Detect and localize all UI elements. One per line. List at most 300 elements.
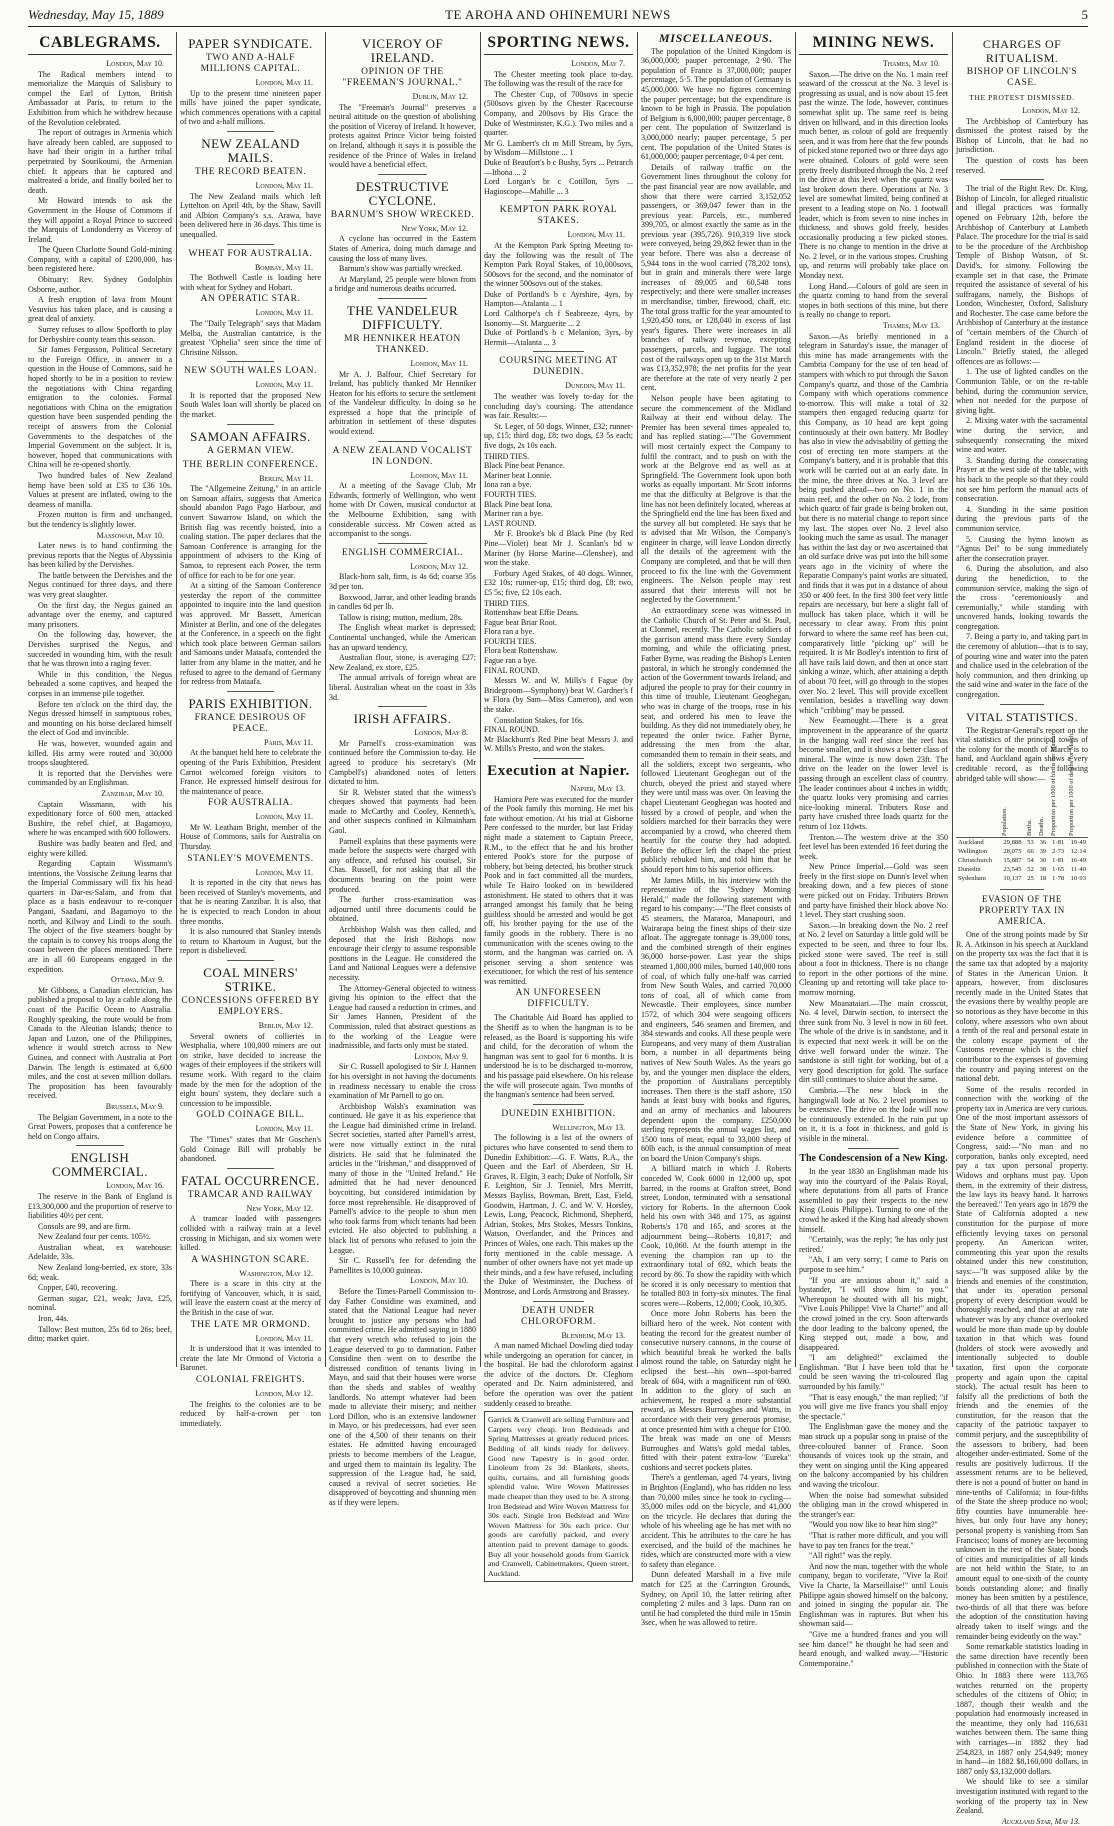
- article-paragraph: He was, however, wounded again and killed. His army were routed and 30,000 troops slaughtered.: [28, 738, 172, 768]
- table-cell: 16·49: [1070, 857, 1086, 865]
- article-body: [329, 234, 476, 294]
- article-paragraph: Later news is to hand confirming the previous reports that the Negus of Abyssinia has been killed by the Dervishes.: [28, 541, 172, 570]
- article-paragraph: The "Allgemeine Zeitung," in an article on Samoan affairs, suggests that America should abandon Pago Pago Harbour, and convert Suwarrow Island, on which the British flag was recently hoisted, into a coaling station. The paper declares that the Samoan Conference is arranging for the appointment of advisers to the King of Samoa, to represent each Power, the term of office for each to be for one year.: [180, 484, 321, 580]
- article-paragraph: On the following day, however, the Dervishes surprised the Negus, and succeeded in wounding him, with the result that he was thrown into a raging fever.: [28, 630, 172, 669]
- article-paragraph: Mr Parnell's cross-examination was continued before the Commission to-day. He agreed to produce his secretary's (Mr Campbell's) abandoned notes of letters dictated to him.: [329, 738, 476, 787]
- masthead: [28, 4, 1088, 27]
- article-paragraph: In the year 1830 an Englishman made his way into the courtyard of the Palais Royal, where deputations from all parts of France assembled to pay their respects to the new King (Louis Philippe). Turning to one of the crowd he asked if the King had already shown himself.: [799, 1167, 948, 1234]
- article-paragraph: Iron, 44s.: [38, 1314, 69, 1324]
- subheadline: DUNEDIN EXHIBITION.: [501, 1108, 616, 1119]
- table-cell: 23,545: [1003, 866, 1022, 874]
- article-paragraph: The "Freeman's Journal" preserves a neutral attitude on the question of abolishing the position of Viceroy of Ireland. It however, protests against Prince Victor being foisted on Ireland, although it says it is possible the residence of the Prince of Wales in Ireland would have a beneficial effect.: [329, 102, 476, 170]
- article-paragraph: On the first day, the Negus gained an advantage over the enemy, and captured many prisoners.: [28, 600, 172, 629]
- column-sporting: [484, 32, 633, 1578]
- article-paragraph: The report of outrages in Armenia which have already been cabled, are supposed to have had their origin in a further tribal perpetrated by Sourikoumi, the Armenian chief. It appears that he captured and maltreated a bride, and finally boiled her to death.: [28, 128, 172, 195]
- race-result: Duke of Portland's b c Ayrshire, 4yrs, by Hampton—Atalanta ... 1 Lord Calthorpe's ch f Seabreeze, 4yrs, by Isonomy—St. Marguerite ... 2 Duke of Portland's b c Melanion, 3yrs, by Hermit—Atalanta ... 3: [484, 289, 633, 347]
- article-paragraph: The Queen Charlotte Sound Gold-mining Company, with a capital of £200,000, has been registered here.: [28, 245, 172, 274]
- table-row: [956, 874, 1088, 883]
- cablegram-body: [28, 800, 172, 975]
- column-seven: [956, 32, 1088, 1826]
- headline: PARIS EXHIBITION.: [188, 695, 313, 711]
- subheadline: AN UNFORESEEN DIFFICULTY.: [515, 988, 602, 1010]
- table-cell: 52: [1027, 866, 1034, 874]
- article-paragraph: Boxwood, Jarrar, and other leading brands in candles 6d per lb.: [329, 592, 476, 612]
- dateline: London, May 11.: [255, 1124, 313, 1134]
- article-body: [799, 1167, 948, 1668]
- headline: VITAL STATISTICS.: [966, 709, 1078, 724]
- separator: [1000, 179, 1045, 180]
- article-paragraph: "Ah, I am very sorry; I came to Paris on purpose to see him.": [799, 1255, 948, 1274]
- headline: CHARGES OF RITUALISM.: [982, 37, 1062, 65]
- article-paragraph: Black-horn salt, firm, is 4s 6d; coarse 35s 3d per ton.: [329, 572, 476, 591]
- dateline: New York, May 12.: [246, 1203, 313, 1213]
- dateline: Paris, May 11.: [263, 737, 313, 747]
- article-body: [956, 117, 1088, 176]
- dateline: London, May 11.: [567, 230, 625, 240]
- headline: FATAL OCCURRENCE.: [181, 1172, 320, 1188]
- subheadline: DEATH UNDER CHLOROFORM.: [521, 1305, 596, 1327]
- table-cell: 15,887: [1003, 857, 1022, 865]
- article-paragraph: When the noise had somewhat subsided the obliging man in the crowd whispered in the stranger's ear:: [799, 1490, 948, 1519]
- article-paragraph: "That is rather more difficult, and you will have to pay ten francs for the treat.": [799, 1530, 948, 1550]
- dateline: London, May 8.: [414, 728, 468, 738]
- article-paragraph: Obituary: Rev. Sydney Godolphin Osborne, author.: [28, 275, 172, 294]
- separator: [848, 1148, 899, 1149]
- subheadline: A WASHINGTON SCARE.: [191, 1254, 310, 1265]
- dateline: New York, May 12.: [401, 223, 468, 233]
- subheadline: WHEAT FOR AUSTRALIA.: [188, 248, 313, 259]
- subheadline: FOR AUSTRALIA.: [208, 798, 293, 809]
- article-paragraph: The Belgian Government, in a note to the Great Powers, proposes that a conference be held on Congo affairs.: [28, 1112, 172, 1141]
- table-cell: Dunedin: [958, 866, 981, 874]
- article-paragraph: "That is easy enough," the man replied; "if you will give me five francs you shall enjoy the spectacle.": [799, 1392, 948, 1421]
- article-body: [956, 184, 1088, 699]
- article-paragraph: Australian wheat, ex warehouse: Adelaide, 33s.: [28, 1242, 172, 1262]
- article-paragraph: Sir James Fergusson, Political Secretary to the Foreign Office, in answer to a question in the House of Commons, said he hoped shortly to be in a position to review the negotiations with China regarding emigration to the colonies. Formal negotiations with China on the emigration question have been suspended pending the receipt of answers from the Colonial Governments to the despatches of the Imperial Government on the subject. It is, however, hoped that communications with China will be re-opened shortly.: [28, 345, 172, 470]
- table-cell: 53: [1024, 838, 1036, 848]
- article-paragraph: 2. Mixing water with the sacramental wine during the service, and subsequently consecrating the mixed wine and water.: [956, 416, 1088, 455]
- article-paragraph: "Would you now like to hear him sing?": [809, 1520, 938, 1530]
- article-body: [329, 739, 476, 1051]
- dateline: Ottawa, May 9.: [110, 975, 164, 985]
- dateline: Dunedin, May 11.: [565, 381, 625, 391]
- table-cell: 29,888: [999, 838, 1024, 848]
- article-paragraph: A fresh eruption of lava from Mount Vesuvius has taken place, and is causing a great deal of anxiety.: [28, 295, 172, 324]
- article-paragraph: Frozen mutton is firm and unchanged, but the tendency is slightly lower.: [28, 510, 172, 529]
- separator: [227, 1168, 275, 1169]
- article-paragraph: The battle between the Dervishes and the Negus continued for three days, and there was very great slaughter.: [28, 570, 172, 600]
- separator: [533, 200, 584, 201]
- article-paragraph: The Bothwell Castle is loading here with wheat for Sydney and Hobart.: [180, 273, 321, 292]
- section-title-sporting: SPORTING NEWS.: [484, 34, 633, 55]
- separator: [227, 960, 275, 961]
- section-title-mining: MINING NEWS.: [799, 34, 948, 55]
- separator: [533, 351, 584, 352]
- cablegram-body: [28, 70, 172, 530]
- table-header-cell: Births.: [1025, 819, 1033, 837]
- dateline: London, May 9.: [414, 1051, 468, 1061]
- dateline: Berlin, May 12.: [258, 1021, 313, 1030]
- subheadline: ENGLISH COMMERCIAL.: [341, 547, 464, 558]
- article-paragraph: "All right!" was the reply.: [809, 1551, 892, 1561]
- cablegram-body: [28, 541, 172, 788]
- cablegram-body: [28, 986, 172, 1101]
- article-paragraph: The Attorney-General objected to witness giving his opinion to the effect that the League had caused a reduction in crimes, and Sir James Hannen, President of the Commission, ruled that abstract questions as to the working of the League were inadmissible, and facts only must be stated.: [329, 983, 476, 1051]
- article-body: [180, 484, 321, 686]
- table-cell: 12·14: [1070, 848, 1086, 856]
- table-header-cell: Proportion per 1000 of births for March.: [1050, 734, 1058, 837]
- dateline: London, May 11.: [255, 180, 313, 190]
- table-cell: 10·93: [1070, 875, 1086, 883]
- dateline: Thames, May 13.: [882, 321, 940, 331]
- subheadline: EVASION OF THE PROPERTY TAX IN AMERICA.: [979, 894, 1065, 927]
- article-paragraph: Messrs W. and W. Mills's f Fague (by Bridegroom—Symphony) beat W. Gardner's f w Flora (by Sam—Miss Cameron), and won the stake.: [484, 676, 633, 715]
- article-paragraph: Mr F. Brooke's bk d Black Pine (by Red Pine—Violet) beat Mr J. Scanlan's bd w Mariner (by Horse Marine—Glenshee), and won the stake.: [484, 529, 633, 568]
- article-paragraph: The Chester Cup, of 700sovs in specie (500sovs given by the Chester Racecourse Company, and 200sovs by His Grace the Duke of Westminster, K.G.). Two miles and a quarter.: [484, 89, 633, 138]
- article-paragraph: "Give me a hundred francs and you will see him dance!" he thought he had seen and heard enough, and walked away.—"Historic Contemporaine.": [799, 1629, 948, 1668]
- subheadline: THE LATE MR ORMOND.: [190, 1319, 311, 1330]
- headline-execution: Execution at Napier.: [487, 763, 630, 779]
- headline: VICEROY OF IRELAND.: [361, 36, 444, 65]
- article-paragraph: The following is a list of the owners of pictures who have consented to send them to Dunedin Exhibition:—G. F. Watts, R.A., the Queen and the Earl of Aberdeen, Sir H. Graves, R. Elgin, 3 each; Duke of Norfolk, Sir F. Leighton, Sir J. Tenniel, Mrs Merritt, Messrs Bayliss, Bowman, Brett, East, Field, Goodwin, Hartman, J. C. and W. V. Horsley, Lewis, Long, Peacock, Richmond, Shepherd, Adrian, Stokes, Mrs Stokes, Messrs Tonkins, Watson, Overlander, and the Princes and Princes of Wales, one each. This makes up the forty mentioned in the cable message. A number of other owners have not yet made up their minds, and a few have refused, including the Duke of Westminster, the Duchess of Montrose, and Lords Armstrong and Brassey.: [484, 1133, 633, 1296]
- article-paragraph: Trenton.—The western drive at the 350 feet level has been extended 16 feet during the week.: [799, 832, 948, 861]
- table-cell: 1·81: [1052, 857, 1065, 865]
- dateline: Thames, May 10.: [882, 59, 940, 68]
- article-paragraph: Bushire was badly beaten and fled, and eighty were killed.: [28, 838, 172, 858]
- article-paragraph: Cambria.—The new block in the hangingwall lode at No. 2 level promises to be extensive. The drive on the lode will now be continuously extended. In the ruin put up on it, it is a foot in thickness, and gold is visible in the mineral.: [799, 1085, 948, 1143]
- article-paragraph: It is reported that the Dervishes were commanded by an Englishman.: [28, 768, 172, 788]
- article-paragraph: The question of costs has been reserved.: [956, 155, 1088, 175]
- column-rule: [637, 32, 638, 1367]
- subheadline: A NEW ZEALAND VOCALIST IN LONDON.: [332, 445, 473, 467]
- article-paragraph: New Zealand long-berried, ex store, 33s 6d; weak.: [28, 1263, 172, 1282]
- article-paragraph: We should like to see a similar investigation instituted with regard to the working of the property tax in New Zealand.: [956, 1777, 1088, 1816]
- article-paragraph: The "Daily Telegraph" says that Madam Melba, the Australian cantatrice, is the greatest "Ophelia" seen since the time of Christine Nilsson.: [180, 318, 321, 357]
- dateline: London, May 11.: [410, 358, 468, 368]
- subheadline: KEMPTON PARK ROYAL STAKES.: [499, 205, 618, 227]
- separator: [378, 174, 428, 175]
- article-paragraph: One of the strong points made by Sir R. A. Atkinson in his speech at Auckland on the property tax was the fact that it is the same tax that adopted by a majority of States in the American Union. It appears, however, from disclosures recently made in the United States that the evasions there by wealthy people are so notorious as they have become in this colony, where assessors who own about a tenth of the real and personal estate in the colony escape payment of the Customs revenue which is the chief contributor to the expenses of governing the country and paying interest on the national debt.: [956, 930, 1088, 1084]
- column-three: [329, 32, 476, 1508]
- article-paragraph: The English wheat market is depressed; Continental unchanged, while the American has an upward tendency.: [329, 623, 476, 652]
- article-paragraph: An extraordinary scene was witnessed in the Catholic Church of St. Peter and St. Paul, at Clonmel, recently. The Catholic soldiers of the garrison attend mass there every Sunday morning, and while the officiating priest, Father Byrne, was reading the Bishop's Lenten pastoral, in which he strongly condemned the action of the Government towards Ireland, and adjured the people to pray for their country in this time of trouble, Lieutenant Geoghegan, who was in charge of the troops, rose in his seat, and ordered his men to leave the building. As they did not immediately obey, he repeated the order twice. Father Byrne, addressing the men from the altar, commanded them to remain in their seats, and all the soldiers, except two sergeants, who followed Lieutenant Geoghegan out of the church, obeyed the priest and stayed where they were until mass was over. On leaving the chapel Lieutenant Geoghegan was hooted and hissed by a crowd of people, and when the soldiers marched for their barracks they were accompanied by a crowd, who cheered them heartily for the course they had adopted. Before the officer left the chapel the priest publicly rebuked him, and told him that he should report him to his superior officers.: [641, 606, 791, 875]
- table-cell: 25: [1027, 875, 1034, 883]
- advertisement: Garrick & Cranwell are selling Furniture and Carpets very cheap. Iron Bedsteads and Spring Mattresses at greatly reduced prices. Bedding of all kinds ready for delivery. Good new Tapestry is in good order. Linoleum from 2s 3d. Blankets, sheets, quilts, curtains, and all furnishing goods splendid value. Wire Woven Mattresses made cheaper than they used to be. A strong Iron Bedstead and Wire Woven Mattress for 30s each. Single Iron Bedstead and Wire Woven Mattress for 30s each price. Our goods are carefully packed, and every attention paid to prevent damage to goods. Buy all your household goods from Garrick and Cranwell, Cabinetmakers, Queen street, Auckland.: [484, 1411, 633, 1582]
- subheadline: FRANCE DESIROUS OF PEACE.: [194, 712, 307, 734]
- dateline: London, May 12.: [1022, 106, 1080, 115]
- table-cell: Sydenham: [958, 875, 986, 883]
- dateline: Zanzibar, May 10.: [101, 788, 164, 798]
- article-paragraph: New Zealand four per cents. 105½.: [38, 1232, 151, 1242]
- article-body: [329, 1062, 476, 1275]
- separator: [227, 244, 275, 245]
- article-paragraph: Up to the present time nineteen paper mills have joined the paper syndicate, which commences operations with a capital of two and a-half millions.: [180, 88, 321, 127]
- column-rule: [176, 32, 177, 1367]
- article-paragraph: Consolation Stakes, for 16s. FINAL ROUND. Mr Blackburn's Red Pine beat Messrs J. and W. Mills's Presto, and won the stakes.: [484, 715, 633, 754]
- dateline: Brussels, May 9.: [105, 1101, 164, 1111]
- article-paragraph: Saxon.—The drive on the No. 1 main reef seaward of the crosscut at the No. 3 level is progressing as usual, and is now about 15 feet past the winze. The lode, however, continues somewhat split up. The same reef is being driven on hillward, and in this direction looks much better, as colour of gold are frequently seen, and it was from here that the few pounds of picked stone reported two or three days ago were obtained. Colours of gold were seen pretty freely distributed through the No. 2 reef in the drive at this level when the quartz was last broken down there. Operations at No. 3 level are somewhat limited, being confined at present to a leading stope on No. 1 footwall leader, which is from seven to nine inches in thickness, and shows gold freely, besides occasionally producing a few picked stones. There is no change to mention in the drive at No. 2 level, or in the various stopes. Crushing up, and returns will probably take place on Monday next.: [799, 69, 948, 281]
- subheadline: THE RECORD BEATEN.: [194, 166, 307, 177]
- dateline: London, May 11.: [255, 867, 313, 877]
- article-paragraph: It is also rumoured that Stanley intends to return to Khartoum in August, but the report is disbelieved.: [180, 927, 321, 956]
- dateline: Dublin, May 12.: [412, 92, 468, 101]
- separator: [227, 131, 275, 132]
- separator: [76, 1145, 125, 1146]
- article-paragraph: A tramcar loaded with passengers collided with a railway train at a level crossing in Michigan, and six women were killed.: [180, 1214, 321, 1253]
- table-row: [956, 856, 1088, 865]
- dateline: Washington, May 12.: [239, 1268, 313, 1278]
- article-paragraph: St. Leger, of 50 dogs. Winner, £32; runner-up, £15; third dog, £8; two dogs, £3 5s each; five dogs, 2s 10s each.: [484, 421, 633, 450]
- dateline: Blenheim, May 13.: [561, 1330, 625, 1340]
- coursing-ties: THIRD TIES. Black Pine beat Penance. Mariner beat Lonnie. Iona ran a bye. FOURTH TIES. Black Pine beat Iona. Mariner ran a bye. LAST ROUND.: [484, 451, 565, 528]
- dateline: London, May 11.: [255, 380, 313, 390]
- article-paragraph: Dunn defeated Marshall in a five mile match for £25 at the Carrington Grounds, Sydney, on April 10, the latter retiring after completing 2 miles and 3 laps. Dunn ran on until he had completed the third mile in 15min 3sec, when he was allowed to retire.: [641, 1570, 791, 1628]
- article-body: [799, 70, 948, 320]
- article-paragraph: Captain Wissmann, with his expeditionary force of 600 men, attacked Bushire, the rebel chief, at Bagamoyo, where he was encamped with 600 followers.: [28, 799, 172, 838]
- article-paragraph: "Certainly, was the reply; 'he has only just retired.': [799, 1235, 948, 1254]
- article-paragraph: A man named Michael Dowling died today while undergoing an operation for cancer, in the hospital. He had the chloroform against the advice of the doctors. Dr. Cleghorn operated and Dr. Nairn administered, and before the operation was over the patient suddenly ceased to breathe.: [484, 1341, 633, 1408]
- article-paragraph: The Archbishop of Canterbury has dismissed the protest raised by the Bishop of Lincoln, that he had no jurisdiction.: [956, 116, 1088, 155]
- race-result: Mr G. Lambert's ch m Mill Stream, by 5yrs, by Wisdom—Millstone ... 1 Duke of Beaufort's b c Bushy, 5yrs ... Petrarch—Ithona ... 2 Lord Lorgan's br c Cotillon, 5yrs ... Hagioscope—Mabille ... 3: [484, 138, 633, 196]
- dateline: Napier, May 13.: [570, 784, 625, 793]
- table-cell: Auckland: [956, 838, 999, 848]
- table-header-row: [956, 787, 1088, 838]
- article-paragraph: The Charitable Aid Board has applied to the Sheriff as to when the hangman is to be released, as the Board is supporting his wife and child, for the decoration of whom the hangman was sent to gaol for 6 months. It is understood he is to be discharged to-morrow, and his passage paid elsewhere. On his release the wife will prosecute again. Two months of the hangman's sentence had been served.: [484, 1013, 633, 1100]
- article-body: [329, 572, 476, 702]
- separator: [533, 758, 584, 759]
- table-cell: 2·73: [1052, 848, 1065, 856]
- separator: [1000, 704, 1045, 705]
- article-paragraph: Tallow is rising; mutton, medium, 28s.: [339, 612, 463, 622]
- table-cell: 10,137: [1003, 875, 1022, 883]
- table-cell: 1·81: [1048, 838, 1066, 848]
- article-paragraph: Sir C. Russell apologised to Sir J. Hannen for his oversight in not having the documents in readiness necessary to enable the cross examination of Mr Parnell to go on.: [329, 1062, 476, 1101]
- dateline: Berlin, May 11.: [259, 473, 313, 483]
- article-paragraph: Nelson people have been agitating to secure the commencement of the Midland Railway at their end without delay. The Premier has been several times appealed to, and has replied stating:—"The Government will most certainly expect the Company to fulfil the contract, and to push on with the work at the Belgrove end as well as at Springfield. The Government look upon both works as equally important. Mr Scott informs me that the difficulty at Belgrove is that the line has not been definitely located, whereas at the Springfield end the line has been fixed and the survey all but completed. He says that he is advised that Mr Wilson, the Company's engineer in charge, will leave London directly all the details of the agreement with the Company are completed, and that he will then proceed to fix the line with the Government engineers. The Nelson people may rest assured that their interests will not be neglected by the Government.": [641, 393, 791, 605]
- headline: COAL MINERS' STRIKE.: [203, 965, 298, 994]
- article-paragraph: Hamiora Pere was executed for the murder of the Pook family this morning. He met his fate without emotion. At his trial at Gisborne Pere confessed to the murder, but last Friday night made a statement to Captain Preece, R.M., to the effect that he and his brother entered Pook's store for the purpose of robbery, but being detected, his brother struck Pook and in fact committed all the murders, while Te Hairo looked on in bewildered astonishment. He stated to others that it was arranged amongst his family that he being guiltless should be arrested and would be got off, his brother paying for the use of the family goods in the robbery. There is no communication with the scenes owing to the storm, and the hangman was carried on. A prisoner serving a short sentence was executioner, for which the rest of his sentence was remitted.: [484, 794, 633, 986]
- section-title-miscellaneous: MISCELLANEOUS.: [658, 31, 774, 45]
- headline: NEW ZEALAND MAILS.: [201, 135, 300, 165]
- article-paragraph: A cyclone has occurred in the Eastern States of America, doing much damage and causing the loss of many lives.: [329, 234, 476, 263]
- article-paragraph: "I am delighted!" exclaimed the Englishman. "But I have been told that he could be seen waving the tri-coloured flag surrounded by his family.": [799, 1353, 948, 1392]
- table-header-cell: Deaths.: [1037, 817, 1045, 837]
- table-header-cell: Proportion per 1000 of deaths for March.: [1068, 732, 1076, 837]
- subheadline: A GERMAN VIEW.: [207, 445, 294, 456]
- dateline: London, May 7.: [571, 59, 625, 68]
- subheadline: COURSING MEETING AT DUNEDIN.: [499, 356, 618, 378]
- dateline: London, May 10.: [410, 1276, 468, 1286]
- headline-condescension: The Condescension of a New King.: [799, 1152, 948, 1164]
- article-paragraph: It is understood that it was intended to create the late Mr Ormond of Victoria a Baronet.: [180, 1344, 321, 1373]
- article-paragraph: Long Hand.—Colours of gold are seen in the quartz coming to hand from the several stopes in both sections of this mine, but there is really no change to report.: [799, 281, 948, 320]
- subheadline: TRAMCAR AND RAILWAY: [187, 1189, 314, 1200]
- subheadline: STANLEY'S MOVEMENTS.: [187, 853, 314, 864]
- column-rule: [325, 32, 326, 1367]
- table-cell: 11·40: [1070, 866, 1086, 874]
- dateline: London, May 16.: [106, 1181, 164, 1191]
- dateline: London, May 11.: [255, 812, 313, 822]
- column-rule: [952, 32, 953, 1367]
- table-header-cell: [956, 787, 999, 838]
- article-paragraph: New Fearnought.—There is a great improvement in the appearance of the quartz in the hanging wall reef since the reef has become smaller, and it shows a better class of mineral. The winze is now down 23ft. The drive on the leader on the lower level is passing through an excellent class of country. The leader continues about 4 inches in width; the quartz looks very promising and carries nice-looking mineral. Tributers Rose and party have crushed three loads quartz for the return of 1oz 11dwts.: [799, 716, 948, 831]
- table-cell: 28,075: [1003, 848, 1022, 856]
- article-paragraph: Two hundred bales of New Zealand hemp have been sold at £35 to £36 10s. Values at present are inflated, owing to the dearness of manilla.: [28, 470, 172, 509]
- article-paragraph: Several owners of collieries in Westphalia, where 100,000 miners are out on strike, have decided to increase the wages of their employees if the strikers will resume work. With regard to the claim made by the men for the adoption of the eight hours' system, they declare such a concession to be impossible.: [180, 1031, 321, 1108]
- article-body: [956, 930, 1088, 1816]
- article-paragraph: At the banquet held here to celebrate the opening of the Paris Exhibition, President Carnot welcomed foreign visitors to France. He expressed himself desirous for the maintenance of peace.: [180, 748, 321, 796]
- table-header-cell: Population.: [1000, 807, 1008, 837]
- article-paragraph: Forbury Aged Stakes, of 40 dogs. Winner, £32 10s; runner-up, £15; third dog, £8; two, £5 5s; five, £2 10s each.: [484, 568, 633, 597]
- column-rule: [795, 32, 796, 1367]
- dateline: London, May 12.: [410, 561, 468, 571]
- column-rule: [480, 32, 481, 1367]
- subheadline: MR HENNIKER HEATON THANKED.: [344, 333, 461, 355]
- separator: [378, 298, 428, 299]
- table-cell: 1·78: [1052, 875, 1065, 883]
- article-body: [180, 878, 321, 956]
- dateline: London, May 12.: [255, 1389, 313, 1399]
- headline: SAMOAN AFFAIRS.: [190, 428, 311, 444]
- table-cell: Christchurch: [958, 857, 993, 865]
- article-paragraph: At Maryland, 25 people were blown from a bridge and numerous deaths occurred.: [329, 274, 476, 294]
- column-mining: [799, 32, 949, 1668]
- article-paragraph: Mr Howard intends to ask the Government in the House of Commons if they will appoint a Royal Prince to succeed the Marquis of Londonderry as Viceroy of Ireland.: [28, 196, 172, 244]
- article-paragraph: The further cross-examination was adjourned until three documents could be obtained.: [329, 895, 476, 924]
- article-paragraph: It is reported that the proposed New South Wales loan will shortly be placed on the market.: [180, 390, 321, 420]
- table-row: [956, 838, 1088, 848]
- article-paragraph: While in this condition, the Negus beheaded a some captives, and heaped the corpses in an immense pile together.: [28, 669, 172, 698]
- article-paragraph: "If you are anxious about it," said a bystander, "I will show him to you." Whereupon he shouted with all his might, "Vive Louis Philippe! Vive la Charte!" and all the crowd joined in the cry. Soon afterwards the door leading to the balcony opened, the King stepped out, made a bow, and disappeared.: [799, 1275, 948, 1352]
- article-paragraph: The Registrar-General's report on the vital statistics of the principal towns of the colony for the month of March is to hand, and Auckland again shows a very creditable record, as the following abridged table will show:—: [956, 725, 1088, 783]
- coursing-ties: THIRD TIES. Rottenshaw beat Effie Deans. Fague beat Briar Root. Flora ran a bye. FOURTH TIES. Flora beat Rottenshaw. Fague ran a bye. FINAL ROUND.: [484, 598, 579, 675]
- article-paragraph: Mr James Mills, in his interview with the representative of the "Sydney Morning Herald," made the following statement with regard to his company:—"The fleet consists of 45 steamers, the Mararoa, Manapouri, and Wairarapa being the finest ships of their size afloat. The aggregate tonnage is 39,000 tons, and the combined strength of their engines 36,000 horse-power. Last year the ships steamed 1,800,000 miles, burned 140,000 tons of coal, of which fully one-half was carried from New South Wales, and carried 70,000 tons of coal, all of which came from Newcastle. Their employees, since number 1572, of which 304 were seagoing officers and engineers, 546 seamen and firemen, and 384 stewards and cooks. All these people were Europeans, and very many of them Australian born, a number in all departments being natives of New South Wales. As the years go by, and the younger men displace the elders, the proportion of Australians perceptibly increases. Then there is the staff ashore, 150 hands at least busy with books and figures, and an army of mechanics and labourers dependent upon the company. £250,000 sterling represents the annual wages list, and 1500 tons of meat, equal to 33,000 sheep of 60lb each, is the annual consumption of meat on board the Union Company's ships.: [641, 875, 791, 1163]
- separator: [533, 1301, 584, 1302]
- subheadline: OPINION OF THE "FREEMAN'S JOURNAL.": [342, 67, 463, 88]
- table-cell: 30: [1039, 857, 1047, 865]
- column-cablegrams: [28, 32, 172, 1362]
- article-paragraph: 6. During the absolution, and also during the benediction, to the communion service, making the sign of the cross "ceremoniously and ceremonially," while standing with uncovered hands, looking towards the congregation.: [956, 564, 1088, 631]
- cablegram-body: [28, 1113, 172, 1142]
- article-paragraph: Archbishop Walsh was then called, and deposed that the Irish Bishops now encourage their clergy to assume responsible positions in the League. He considered the Land and National Leagues were a defensive necessity.: [329, 925, 476, 982]
- dateline: London, May 11.: [255, 308, 313, 318]
- headline: IRISH AFFAIRS.: [353, 711, 452, 727]
- dateline: London, May 11.: [255, 78, 313, 87]
- table-row: [956, 865, 1088, 874]
- column-two: [180, 32, 321, 1428]
- article-paragraph: At the Kempton Park Spring Meeting to-day the following was the result of The Kempton Park Royal Stakes, of 10,000sovs, 500sovs for the second, and the nominator of the winner 500sovs out of the stakes.: [484, 240, 633, 289]
- article-paragraph: Once more John Roberts has been the billiard hero of the week. Not content with beating the record for the greatest number of consecutive nursery cannons, in the course of which beautiful break he worked the balls almost round the table, on Saturday night he eclipsed the best—his own—spot-barred break of 604, with a magnificent run of 690. In addition to the glory of such an achievement, he reaped a more substantial reward, as Messrs Burroughes and Watts, in accordance with their very generous promise, at once presented him with a cheque for £100. The break was made on one of Messrs Burroughes and Watts's gold medal tables, fitted with their patent extra-low "Eureka" cushions and secret pockets plates.: [641, 1309, 791, 1472]
- article-paragraph: Before the Times-Parnell Commission to-day Father Considine was examined, and stated that the National League had never brought to justice any persons who had committed crime. He admitted saying in 1880 that every wretch who refused to join the League deserved to go to damnation. Father Considine then went on to describe the distressed condition of tenants living in Mayo, and said that their houses were worse than the sheds and stables of wealthy landlords. No attempt whatever had been made to alleviate their misery; and neither Lord Dillon, who is an extensive landowner in Mayo, or his predecessors, had ever seen one of the 4,500 of their tenants on their estates. He admitted having encouraged priests to become members of the League, and urged them to maintain its legality. The suppression of the League had, he said, caused a revival of secret societies. He disapproved of boycotting and shunning men as if they were lepers.: [329, 1286, 476, 1508]
- article-paragraph: Parnell explains that these payments were made before the suspects were charged with any offence, and refused his counsel, Sir Chas. Russell, for not asking that all the documents bearing on the point were produced.: [329, 836, 476, 894]
- section-title-cablegrams: CABLEGRAMS.: [28, 34, 172, 55]
- article-paragraph: Some of the results recorded in connection with the working of the property tax in America are very curious. One of the most important assessors of the State of New York, in giving his evidence before a committee of Congress, said:—"No man and no corporation, banks only excepted, need pay a tax upon personal property. Widows and orphans must pay. Upon them, in the extremity of their distress, the law lays its heavy hand. It harrows the bereaved." Ten years ago in 1879 the State of California adopted a new constitution for the purpose of more efficiently levying taxes on personal property. An American writer, commenting this year upon the results obtained under this new constitution, says:—"It was supposed alike by the friends and enemies of the constitution, that under its operation personal property of every description would be thoroughly reached, and that at any rate whatever was by any chance overlooked would be more than made up by double taxation in that which was found (holders of stock were avowedly and intentionally subjected to double taxation, first upon the corporate property and again upon the capital stock). The actual result has been to falsify all the predictions of both the friends and the enemies of the constitution, for the reason that the capacity of the patriotic taxpayer to commit perjury, and the susceptibility of the assessors to bribery, had been altogether under-estimated. Some of the results are positively ludicrous. If the assessment returns are to be believed, there is not a pound of butter on hand in nine-tenths of California; in four-fifths of the State the sheep produce no wool; fifty counties have innumerable hee-hives, but only four have any honey; personal property is vanishing from San Francisco; loans of money are becoming unknown in the rest of the State; bonds of cities and municipalities of all kinds are not held within the State, to an amount equal to one-sixth of the county bonds outstanding alone; and finally money has been smitten by a pestilence, two-thirds of all that there was before the adoption of the constitution having already taken to itself wings and the remainder being evidently on the way.": [956, 1084, 1088, 1641]
- article-paragraph: 4. Standing in the same position during the previous parts of the communion service.: [956, 504, 1088, 533]
- table-cell: 38: [1039, 866, 1047, 874]
- dateline: London, May 10.: [106, 59, 164, 68]
- dateline: London, May 11.: [255, 1333, 313, 1343]
- article-paragraph: The weather was lovely to-day for the concluding day's coursing. The attendance was fair. Results:—: [484, 392, 633, 421]
- article-paragraph: At a meeting of the Savage Club, Mr Edwards, formerly of Wellington, who went home with Dr Cowen, musical conductor at the Melbourne Exhibition, sang with considerable success. Mr Cowen acted as accompanist to the songs.: [329, 481, 476, 539]
- table-cell: 54: [1027, 857, 1034, 865]
- subheadline: THE BERLIN CONFERENCE.: [182, 459, 319, 470]
- article-paragraph: German sugar, £21, weak; Java, £25, nominal.: [28, 1293, 172, 1313]
- subheadline: COLONIAL FREIGHTS.: [195, 1375, 306, 1386]
- page-number: 5: [1081, 7, 1088, 22]
- article-paragraph: Tallow: Best mutton, 25s 6d to 26s; beef, ditto; market quiet.: [28, 1324, 172, 1344]
- article-paragraph: The population of the United Kingdom is 36,000,000; pauper percentage, 2·90. The population of France is 37,000,000; pauper percentage, 5·5. The population of Germany is 45,000,000. We have no figures concerning the pauper percentage; but the expenditure is known to be high in Prussia. The population of Belgium is 6,000,000; pauper percentage, 8 per cent. The population of Switzerland is 3,000,000 nearly; pauper percentage, 5 per cent. The population of the United States is 61,000,000; pauper percentage, 0·4 per cent.: [641, 46, 791, 162]
- commercial-body: [28, 1192, 172, 1344]
- subheadline: TWO AND A-HALF MILLIONS CAPITAL.: [200, 53, 301, 74]
- separator: [1000, 889, 1045, 890]
- separator: [227, 424, 275, 425]
- dateline: Bombay, May 11.: [254, 262, 313, 272]
- table-cell: 1·65: [1052, 866, 1065, 874]
- subheadline: THE PROTEST DISMISSED.: [969, 93, 1075, 102]
- article-paragraph: Sir R. Webster stated that the witness's cheques showed that payments had been made to McCarthy and Cooley, Kenneth's, and other suspects confined in Kilmainham Gaol.: [329, 787, 476, 836]
- article-paragraph: The reserve in the Bank of England is £13,300,000 and the proportion of reserve to liabilities 40½ per cent.: [28, 1191, 172, 1221]
- article-paragraph: Regarding Captain Wissmann's intentions, the Vossische Zeitung learns that the Imperial Commissary will fix his head quarters in Dar-es-Salam, and from that place as a basis endeavour to re-conquer Pangani, Saadani, and Bagamoyo to the north, and Kilway and Lindi to the south. The object of the five steamers bought by the captain is to convey his troops along the coast between the places mentioned. There are in all 60 Europeans engaged in the expedition.: [28, 859, 172, 974]
- article-paragraph: Australian flour, stone, is averaging £27; New Zealand, ex store, £25.: [329, 653, 476, 672]
- article-paragraph: The trial of the Right Rev. Dr. King, Bishop of Lincoln, for alleged ritualistic and illegal practices was formally opened on February 12th, before the Archbishop of Canterbury at Lambeth Palace. The procedure for the trial is said to be the procedure of the Archbishop Temple of Bishop Watson, of St. David's, for simony. Following the example set in that case, the Primate required the assistance of several of his suffragans, namely, the Bishops of London, Winchester, Oxford, Salisbury and Rochester. The case came before the Archbishop of Canterbury at the instance of "certain members of the Church of England resident in the diocese of Lincoln." Briefly stated, the alleged offences are as follows:—: [956, 184, 1088, 366]
- separator: [378, 441, 428, 442]
- signature: Auckland Star, May 13.: [1001, 1816, 1080, 1826]
- article-paragraph: There is a scare in this city at the fortifying of Vancouver, which, it is said, will leave the eastern coast at the mercy of the British in the case of war.: [180, 1279, 321, 1318]
- article-paragraph: Saxon.—In breaking down the No. 2 reef at No. 2 level on Saturday a little gold will be expected to be seen, and three to four lbs. picked stone were saved. The reef is still about a foot in thickness. There is no change to report in the other portions of the mine. Cleaning up and retorting will take place to-morrow morning.: [799, 920, 948, 997]
- article-paragraph: 7. Being a party to, and taking part in the ceremony of ablution—that is to say, of pouring wine and water into the paten and chalice used in the celebration of the holy communion, and then drinking up the said wine and water in the face of the congregation.: [956, 632, 1088, 700]
- paper-title: TE AROHA AND OHINEMURI NEWS: [445, 7, 671, 22]
- table-row: [956, 847, 1088, 856]
- subheadline: BISHOP OF LINCOLN'S CASE.: [966, 67, 1078, 88]
- article-paragraph: 3. Standing during the consecrating Prayer at the west side of the table, with his back to the people so that they could not see him perform the manual acts of consecration.: [956, 455, 1088, 504]
- headline: THE VANDELEUR DIFFICULTY.: [346, 302, 459, 332]
- article-paragraph: 1. The use of lighted candles on the Communion Table, or on the re-table behind, during the communion service, when not needed for the purpose of giving light.: [956, 367, 1088, 415]
- dateline: Massowah, May 10.: [96, 530, 164, 540]
- article-paragraph: New Moanataiari.—The main crosscut, No. 4 level, Darwin section, to intersect the three sunk from No. 3 level is now in 60 feet. The whole of the drive is in sandstone, and it is expected that next week it will be on the drive well forward under the winze. The sandstone is still tight for working, but of a very good description for gold. The surface dirt still continues to sluice about the same.: [799, 998, 948, 1085]
- article-paragraph: Details of railway traffic on the Government lines throughout the colony for the past financial year are now available, and show that there were carried 3,152,052 passengers, or 369,047 fewer than in the previous year. Parcels, etc., numbered 399,705, or almost exactly the same as in the previous year (395,726). 910,319 live stock were conveyed, being 29,862 fewer than in the year before. There was also a decrease of 5,944 tons in the wool carried (78,202 tons), but in grain and minerals there were large increases of 89,005 and 60,548 tons respectively; and there were smaller increases in merchandise, timber, firewood, chaff, etc. The total gross traffic for the year amounted to 1,920,450 tons, or 128,040 in excess of last year's figures. There were increases in all branches of railway revenue, excepting passengers, parcels, and luggage. The total cost of the railways open up to the 31st March was £13,352,978; the net profits for the year are therefore at the rate of very nearly 2 per cent.: [641, 162, 791, 393]
- separator: [227, 361, 275, 362]
- article-paragraph: Mr Gibbons, a Canadian electrician, has published a proposal to lay a cable along the coast of the Pacific Ocean to Australia. Roughly speaking, the route would be from Canada to the Aleutian Islands; thence to Japan and Luzon, one of the Philippines, whence it would stretch across to New Guinea, and connect with Australia at Port Darwin. The length is estimated at 6,600 miles, and the cost at seven million dollars. The proposition has been favourably received.: [28, 985, 172, 1101]
- headline: ENGLISH COMMERCIAL.: [52, 1150, 148, 1180]
- subheadline: NEW SOUTH WALES LOAN.: [183, 366, 318, 377]
- table-cell: Wellington: [958, 848, 988, 856]
- article-paragraph: Copper, £40, recovering.: [38, 1283, 118, 1293]
- article-paragraph: 5. Causing the hymn known as "Agnus Dei" to be sung immediately after the consecration prayer.: [956, 534, 1088, 563]
- article-paragraph: Mr W. Leatham Bright, member of the House of Commons, sails for Australia on Thursday.: [180, 822, 321, 852]
- article-paragraph: The freights to the colonies are to be reduced by half-a-crown per ton immediately.: [180, 1399, 321, 1428]
- subheadline: CONCESSIONS OFFERED BY EMPLOYERS.: [181, 996, 320, 1017]
- article-paragraph: Before ten o'clock on the third day, the Negus dressed himself in sumptuous robes, and mounting on his horse declared himself the elect of God and invincible.: [28, 699, 172, 738]
- table-cell: 19·49: [1066, 838, 1088, 848]
- article-paragraph: Sir C. Russell's fee for defending the Parnellites is 10,000 guineas.: [329, 1256, 476, 1275]
- subheadline: BARNUM'S SHOW WRECKED.: [330, 209, 475, 220]
- article-paragraph: The annual arrivals of foreign wheat are liberal. Australian wheat on the coast in 33s 3d.: [329, 673, 476, 702]
- article-paragraph: A billiard match in which J. Roberts conceded W. Cook 6000 in 12,000 up, spot barred, in the rooms at Grafton street, Bond street, London, terminated with a sensational victory for Roberts. In the afternoon Cook held his own with 348 and 175, as against Roberts's 178 and 165, and scores at the adjournment being—Roberts 10,817; and Cook, 10,060. At the fourth attempt in the evening the champion ran up to the extraordinary total of 692, which beats the record by 86. To show the rapidity with which he scored it is only necessary to mention that he totalled 803 in forty-six minutes. The final scores were—Roberts, 12,000; Cook, 10,305.: [641, 1164, 791, 1308]
- article-paragraph: The New Zealand mails which left Lyttelton on April 4th, by the Shaw, Savill and Albion Company's s.s. Arawa, have been delivered here in 36 days. This time is unequalled.: [180, 191, 321, 239]
- subheadline: AN OPERATIC STAR.: [200, 294, 301, 305]
- article-paragraph: The Radical members intend to memorialize the Marquis of Salisbury to compel the Earl of Lytton, British Ambassador at Paris, to return to the Exhibition from which he withdrew because of the Revolution celebrated.: [28, 69, 172, 127]
- article-paragraph: The Chester meeting took place to-day. The following was the result of the race for: [484, 69, 633, 89]
- table-cell: 36: [1036, 838, 1048, 848]
- table-cell: 39: [1039, 848, 1047, 856]
- dateline: London, May 11.: [410, 470, 468, 480]
- article-paragraph: Surrey refuses to allow Spofforth to play for Derbyshire county team this season.: [28, 325, 172, 344]
- headline: DESTRUCTIVE CYCLONE.: [355, 178, 450, 208]
- table-cell: 18: [1039, 875, 1047, 883]
- article-paragraph: Mr A. J. Balfour, Chief Secretary for Ireland, has publicly thanked Mr Henniker Heaton for his efforts to secure the settlement of the Vandeleur difficulty. In doing so he expressed a hope that the principle of arbitration in settlement of these disputes would extend.: [329, 369, 476, 437]
- article-paragraph: There's a gentleman, aged 74 years, living in Brighton (England), who has ridden no less than 70,000 miles since he took to cycling—35,000 miles odd on the bicycle, and 41,000 on the tricycle. He declares that during the whole of his wheeling age he has met with no accident. This he attributes to the care he has exercised, and the build of the machines he rides, which are constructed more with a view to safety than elegance.: [641, 1473, 791, 1569]
- subheadline: GOLD COINAGE BILL.: [196, 1110, 305, 1121]
